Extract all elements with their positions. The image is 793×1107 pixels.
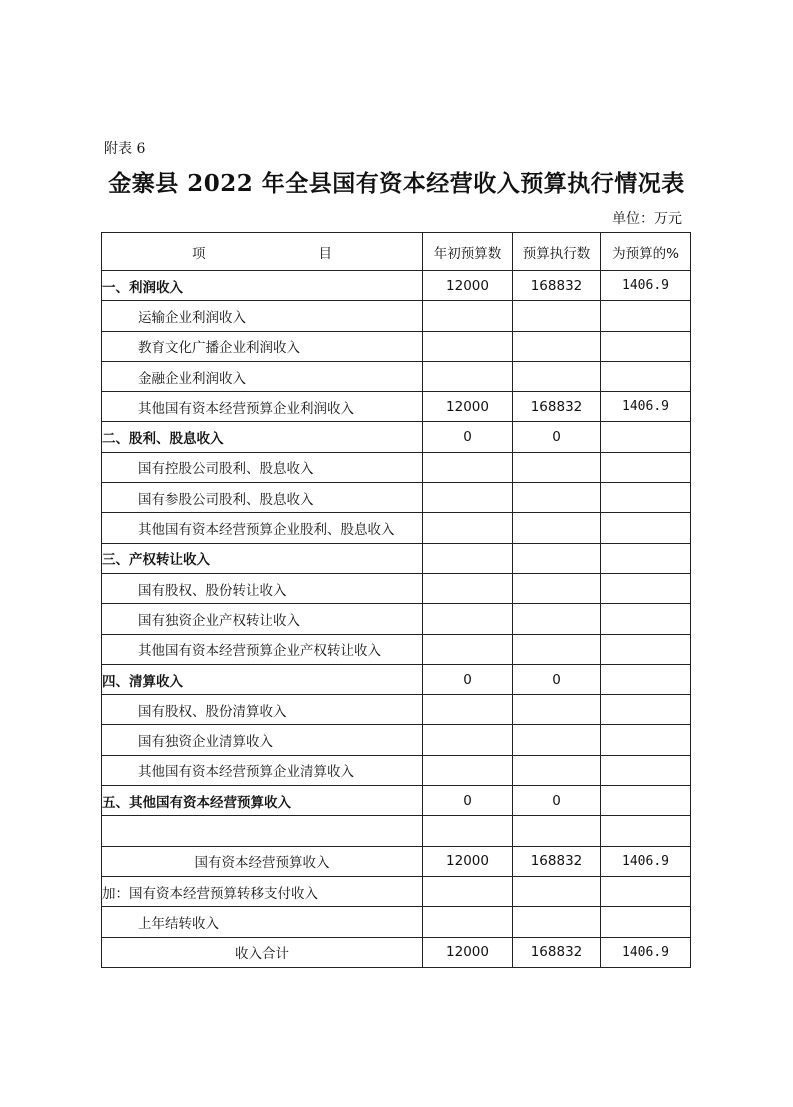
cell-percent bbox=[601, 634, 691, 664]
cell-budget-initial bbox=[423, 816, 513, 846]
row-label: 三、产权转让收入 bbox=[102, 543, 423, 573]
cell-percent bbox=[601, 786, 691, 816]
cell-budget-initial: 0 bbox=[423, 786, 513, 816]
cell-budget-initial bbox=[423, 543, 513, 573]
table-row bbox=[102, 846, 691, 876]
row-label: 加：国有资本经营预算转移支付收入 bbox=[102, 876, 423, 906]
cell-execution bbox=[513, 331, 601, 361]
cell-budget-initial bbox=[423, 301, 513, 331]
cell-budget-initial bbox=[423, 876, 513, 906]
row-label: 四、清算收入 bbox=[102, 664, 423, 694]
cell-execution: 168832 bbox=[513, 271, 601, 301]
cell-execution bbox=[513, 876, 601, 906]
cell-percent bbox=[601, 513, 691, 543]
table-header-row bbox=[102, 233, 691, 271]
table-row bbox=[102, 664, 691, 694]
table-row bbox=[102, 452, 691, 482]
table-row bbox=[102, 392, 691, 422]
cell-percent: 1406.9 bbox=[601, 392, 691, 422]
table-row bbox=[102, 361, 691, 391]
cell-execution: 0 bbox=[513, 664, 601, 694]
header-item-b: 目 bbox=[318, 245, 332, 262]
table-row bbox=[102, 331, 691, 361]
table-row bbox=[102, 907, 691, 937]
cell-budget-initial: 0 bbox=[423, 664, 513, 694]
cell-percent bbox=[601, 301, 691, 331]
table-row bbox=[102, 725, 691, 755]
cell-execution bbox=[513, 483, 601, 513]
cell-budget-initial bbox=[423, 331, 513, 361]
row-label: 国有股权、股份清算收入 bbox=[102, 695, 423, 725]
table-row bbox=[102, 422, 691, 452]
cell-percent bbox=[601, 725, 691, 755]
row-label: 其他国有资本经营预算企业利润收入 bbox=[102, 392, 423, 422]
cell-percent: 1406.9 bbox=[601, 846, 691, 876]
table-body bbox=[102, 271, 691, 968]
row-label: 国有控股公司股利、股息收入 bbox=[102, 452, 423, 482]
cell-execution bbox=[513, 604, 601, 634]
cell-percent bbox=[601, 452, 691, 482]
budget-table bbox=[101, 232, 691, 968]
cell-budget-initial bbox=[423, 755, 513, 785]
cell-percent bbox=[601, 876, 691, 906]
row-label: 二、股利、股息收入 bbox=[102, 422, 423, 452]
cell-percent bbox=[601, 483, 691, 513]
table-row bbox=[102, 634, 691, 664]
cell-execution: 168832 bbox=[513, 846, 601, 876]
header-item bbox=[102, 233, 423, 271]
cell-percent bbox=[601, 695, 691, 725]
cell-budget-initial: 12000 bbox=[423, 846, 513, 876]
cell-percent bbox=[601, 755, 691, 785]
cell-execution: 0 bbox=[513, 422, 601, 452]
cell-execution bbox=[513, 543, 601, 573]
cell-budget-initial bbox=[423, 452, 513, 482]
cell-budget-initial bbox=[423, 634, 513, 664]
cell-percent bbox=[601, 816, 691, 846]
cell-budget-initial: 12000 bbox=[423, 392, 513, 422]
header-item-a: 项 bbox=[192, 245, 206, 262]
row-label: 国有独资企业产权转让收入 bbox=[102, 604, 423, 634]
cell-execution bbox=[513, 634, 601, 664]
cell-execution bbox=[513, 907, 601, 937]
attachment-label: 附表 6 bbox=[104, 141, 146, 157]
row-label: 国有资本经营预算收入 bbox=[102, 846, 423, 876]
cell-percent bbox=[601, 907, 691, 937]
cell-percent bbox=[601, 573, 691, 603]
row-label: 国有参股公司股利、股息收入 bbox=[102, 483, 423, 513]
header-execution: 预算执行数 bbox=[513, 233, 601, 271]
table-row bbox=[102, 876, 691, 906]
cell-percent bbox=[601, 543, 691, 573]
cell-budget-initial bbox=[423, 361, 513, 391]
row-label: 金融企业利润收入 bbox=[102, 361, 423, 391]
page-title: 金寨县 2022 年全县国有资本经营收入预算执行情况表 bbox=[108, 170, 685, 197]
cell-percent: 1406.9 bbox=[601, 937, 691, 967]
cell-execution bbox=[513, 816, 601, 846]
cell-budget-initial bbox=[423, 513, 513, 543]
row-label: 上年结转收入 bbox=[102, 907, 423, 937]
row-label: 其他国有资本经营预算企业产权转让收入 bbox=[102, 634, 423, 664]
table-row bbox=[102, 483, 691, 513]
row-label: 收入合计 bbox=[102, 937, 423, 967]
cell-execution: 168832 bbox=[513, 937, 601, 967]
table-row bbox=[102, 573, 691, 603]
cell-execution bbox=[513, 725, 601, 755]
cell-execution bbox=[513, 361, 601, 391]
cell-budget-initial: 12000 bbox=[423, 271, 513, 301]
table-row bbox=[102, 513, 691, 543]
cell-execution bbox=[513, 513, 601, 543]
row-label: 一、利润收入 bbox=[102, 271, 423, 301]
cell-execution bbox=[513, 755, 601, 785]
cell-execution: 168832 bbox=[513, 392, 601, 422]
cell-budget-initial: 12000 bbox=[423, 937, 513, 967]
cell-budget-initial: 0 bbox=[423, 422, 513, 452]
row-label: 其他国有资本经营预算企业清算收入 bbox=[102, 755, 423, 785]
cell-execution bbox=[513, 452, 601, 482]
table-row bbox=[102, 543, 691, 573]
table-row bbox=[102, 816, 691, 846]
cell-execution bbox=[513, 695, 601, 725]
header-percent: 为预算的% bbox=[601, 233, 691, 271]
cell-percent bbox=[601, 361, 691, 391]
cell-percent bbox=[601, 331, 691, 361]
table-row bbox=[102, 271, 691, 301]
cell-budget-initial bbox=[423, 695, 513, 725]
row-label: 五、其他国有资本经营预算收入 bbox=[102, 786, 423, 816]
table-row bbox=[102, 695, 691, 725]
cell-percent bbox=[601, 422, 691, 452]
cell-budget-initial bbox=[423, 907, 513, 937]
cell-percent: 1406.9 bbox=[601, 271, 691, 301]
row-label bbox=[102, 816, 423, 846]
cell-percent bbox=[601, 664, 691, 694]
row-label: 其他国有资本经营预算企业股利、股息收入 bbox=[102, 513, 423, 543]
cell-execution bbox=[513, 573, 601, 603]
row-label: 国有独资企业清算收入 bbox=[102, 725, 423, 755]
header-budget-initial: 年初预算数 bbox=[423, 233, 513, 271]
row-label: 教育文化广播企业利润收入 bbox=[102, 331, 423, 361]
table-row bbox=[102, 301, 691, 331]
table-row bbox=[102, 786, 691, 816]
unit-label: 单位：万元 bbox=[612, 211, 682, 227]
cell-budget-initial bbox=[423, 573, 513, 603]
cell-budget-initial bbox=[423, 483, 513, 513]
cell-budget-initial bbox=[423, 604, 513, 634]
row-label: 运输企业利润收入 bbox=[102, 301, 423, 331]
table-row bbox=[102, 604, 691, 634]
cell-execution bbox=[513, 301, 601, 331]
cell-budget-initial bbox=[423, 725, 513, 755]
cell-execution: 0 bbox=[513, 786, 601, 816]
table-row bbox=[102, 937, 691, 967]
table-row bbox=[102, 755, 691, 785]
cell-percent bbox=[601, 604, 691, 634]
row-label: 国有股权、股份转让收入 bbox=[102, 573, 423, 603]
